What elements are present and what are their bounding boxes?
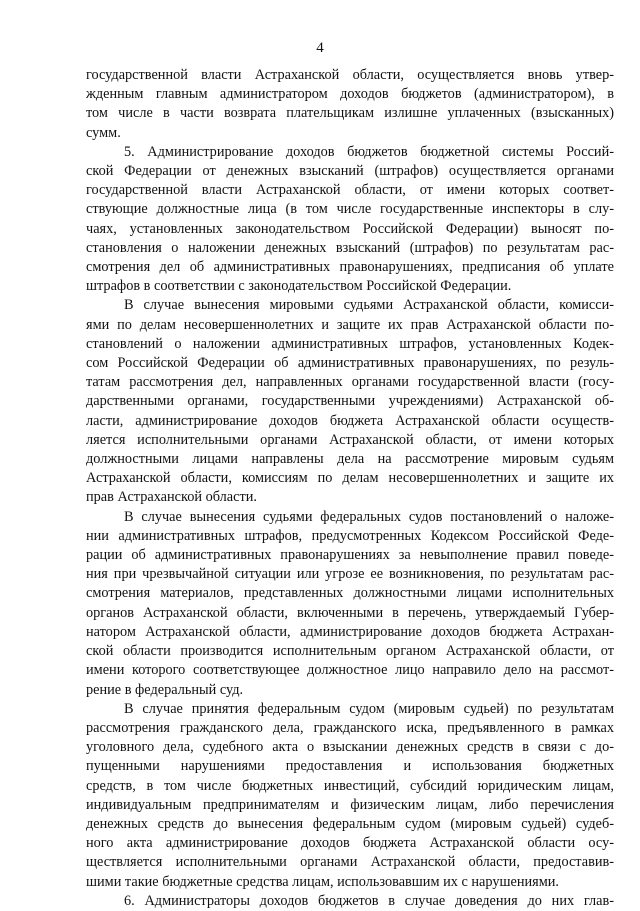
text-line: смотрения материалов, представленных должностными лицами исполнительных <box>86 585 614 602</box>
text-line: государственной власти Астраханской области, осуществляется вновь утвер- <box>86 67 614 83</box>
page-number: 4 <box>316 40 324 56</box>
text-line: уголовного дела, судебного акта о взыскании денежных средств в связи с до- <box>86 739 614 756</box>
text-line: средств, в том числе бюджетных инвестиций, субсидий юридическим лицам, <box>86 777 614 794</box>
text-line: жденным главным администратором доходов бюджетов (администратором), в <box>86 86 614 103</box>
text-line: ской Федерации от денежных взысканий (штрафов) осуществляется органами <box>86 163 614 180</box>
text-line: шими такие бюджетные средства лицам, использовавшим их с нарушениями. <box>86 873 559 890</box>
text-line: ласти, администрирование доходов бюджета Астраханской области осуществ- <box>86 412 614 429</box>
text-line: государственной власти Астраханской области, от имени которых соответ- <box>86 182 614 199</box>
text-line: нии административных штрафов, предусмотренных Кодексом Российской Феде- <box>86 527 614 544</box>
text-line: сумм. <box>86 124 121 141</box>
text-line: ного акта администрирование доходов бюджета Астраханской области осу- <box>86 835 614 852</box>
text-line: ствующие должностные лица (в том числе государственные инспекторы в слу- <box>86 201 614 218</box>
text-line: становления о наложении денежных взысканий (штрафов) по результатам рас- <box>86 239 614 256</box>
text-line: ществляется исполнительными органами Астраханской области, предоставив- <box>86 854 614 871</box>
text-line: прав Астраханской области. <box>86 489 257 506</box>
text-line: татам рассмотрения дел, направленных органами государственной власти (госу- <box>86 374 614 391</box>
text-line: чаях, установленных законодательством Российской Федерации) выносят по- <box>86 220 614 237</box>
paragraph <box>86 66 614 143</box>
text-line: сом Российской Федерации об административных правонарушениях, по резуль- <box>86 355 614 372</box>
text-line: рассмотрения гражданского дела, гражданского иска, предъявленного в рамках <box>86 719 614 736</box>
text-line: рение в федеральный суд. <box>86 681 244 698</box>
text-line: 5. Администрирование доходов бюджетов бюджетной системы Россий- <box>124 143 614 160</box>
text-line: смотрения дел об административных правонарушениях, предписания об уплате <box>86 259 614 276</box>
text-line: становлений о наложении административных штрафов, установленных Кодек- <box>86 335 614 352</box>
text-line: индивидуальным предпринимателям и физическим лицам, либо перечисления <box>86 796 614 813</box>
paragraph <box>86 296 614 507</box>
paragraph <box>86 892 614 911</box>
text-line: том числе в части возврата плательщикам излишне уплаченных (взысканных) <box>86 105 614 122</box>
text-line: ния при чрезвычайной ситуации или угрозе ее возникновения, по результатам рас- <box>86 566 614 583</box>
text-line: В случае вынесения мировыми судьями Астраханской области, комисси- <box>124 297 614 314</box>
document-body <box>86 66 614 911</box>
text-line: имени которого соответствующее должностное лицо направило дело на рассмот- <box>86 662 614 679</box>
text-line: ляется исполнительными органами Астраханской области, от имени которых <box>86 431 614 448</box>
text-line: пущенными нарушениями предоставления и использования бюджетных <box>86 758 614 775</box>
text-line: 6. Администраторы доходов бюджетов в случае доведения до них глав- <box>124 892 614 909</box>
text-line: В случае вынесения судьями федеральных судов постановлений о наложе- <box>124 508 614 525</box>
text-line: дарственными органами, государственными учреждениями) Астраханской об- <box>86 393 614 410</box>
text-line: ями по делам несовершеннолетних и защите их прав Астраханской области по- <box>86 316 614 333</box>
text-line: Астраханской области, комиссиям по делам несовершеннолетних и защите их <box>86 470 614 487</box>
text-line: рации об административных правонарушениях за невыполнение правил поведе- <box>86 547 614 564</box>
text-line: должностными лицами направлены дела на рассмотрение мировым судьям <box>86 451 614 468</box>
text-line: денежных средств до вынесения федеральным судом (мировым судьей) судеб- <box>86 815 614 832</box>
paragraph <box>86 700 614 892</box>
text-line: натором Астраханской области, администрирование доходов бюджета Астрахан- <box>86 623 614 640</box>
text-line: органов Астраханской области, включенными в перечень, утверждаемый Губер- <box>86 604 614 621</box>
paragraph <box>86 143 614 297</box>
text-line: В случае принятия федеральным судом (мировым судьей) по результатам <box>124 700 614 717</box>
text-line: штрафов в соответствии с законодательством Российской Федерации. <box>86 278 512 295</box>
paragraph <box>86 508 614 700</box>
text-line: ской области производится исполнительным органом Астраханской области, от <box>86 643 614 660</box>
